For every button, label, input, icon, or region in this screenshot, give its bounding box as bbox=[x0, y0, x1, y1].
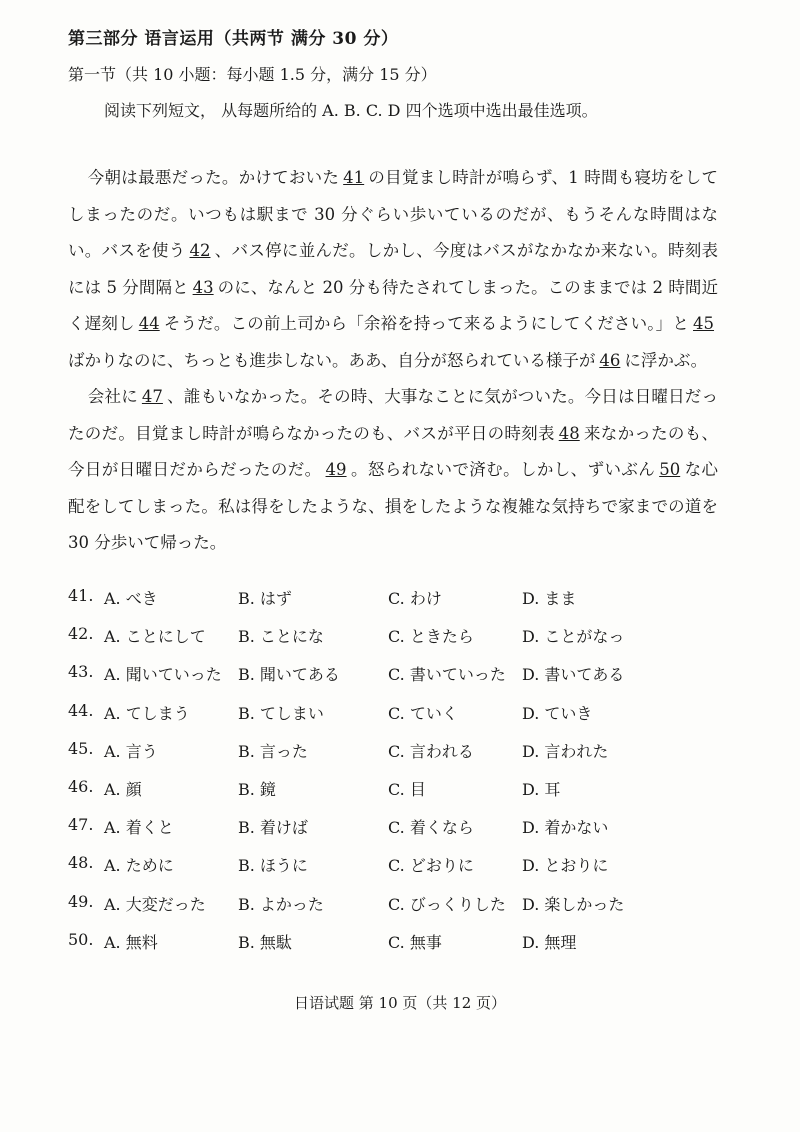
question-row bbox=[68, 654, 728, 692]
option-a: A. ために bbox=[104, 856, 174, 876]
passage-paragraph-2 bbox=[68, 379, 718, 562]
blank-50: 50 bbox=[659, 460, 681, 479]
option-b: B. よかった bbox=[238, 894, 324, 914]
blank-49: 49 bbox=[325, 460, 347, 479]
passage-text: 今朝は最悪だった。かけておいた bbox=[87, 168, 340, 187]
question-row bbox=[68, 616, 728, 654]
option-a: A. 言う bbox=[104, 741, 158, 761]
question-number: 47. bbox=[68, 815, 94, 835]
question-row bbox=[68, 922, 728, 960]
blank-46: 46 bbox=[599, 350, 621, 370]
question-number: 41. bbox=[68, 586, 94, 605]
passage-text: 。怒られないで済む。しかし、ずいぶん bbox=[350, 460, 656, 479]
question-row bbox=[68, 807, 728, 845]
option-b: B. てしまい bbox=[238, 703, 324, 723]
option-a: A. 着くと bbox=[104, 818, 174, 838]
option-c: C. ときたら bbox=[388, 627, 474, 647]
passage-text: に浮かぶ。 bbox=[624, 350, 708, 370]
option-a: A. ことにして bbox=[104, 627, 206, 647]
passage-text: 来なかったのも、今日が日曜日だからだったのだ。 bbox=[68, 423, 719, 479]
option-d: D. 楽しかった bbox=[522, 894, 625, 914]
passage-text: 、バス停に並んだ。しかし、今度はバスがなかなか来ない。時刻表には 5 分間隔と bbox=[68, 241, 719, 297]
option-c: C. 目 bbox=[388, 779, 426, 799]
question-number: 44. bbox=[68, 700, 94, 720]
question-number: 45. bbox=[68, 738, 94, 758]
passage-text: 会社に bbox=[87, 387, 138, 406]
option-b: B. 鏡 bbox=[238, 779, 276, 799]
option-b: B. ほうに bbox=[238, 856, 308, 876]
option-a: A. 大変だった bbox=[104, 894, 206, 914]
page-footer: 日语试题 第 10 页（共 12 页） bbox=[293, 994, 506, 1012]
question-number: 48. bbox=[68, 853, 94, 873]
question-row bbox=[68, 769, 728, 807]
blank-45: 45 bbox=[693, 314, 715, 333]
option-c: C. ていく bbox=[388, 703, 458, 723]
option-d: D. とおりに bbox=[522, 856, 609, 876]
option-d: D. まま bbox=[522, 589, 577, 608]
question-number: 50. bbox=[68, 929, 94, 949]
option-c: C. びっくりした bbox=[388, 894, 506, 914]
passage-text: そうだ。この前上司から「余裕を持って来るようにしてください。」と bbox=[163, 314, 690, 333]
passage-text: 、誰もいなかった。その時、大事なことに気がついた。今日は日曜日だったのだ。目覚まし時計が鳴らなかったのも、バスが平日の時刻表 bbox=[68, 387, 719, 443]
blank-44: 44 bbox=[138, 314, 160, 333]
option-b: B. 着けば bbox=[238, 818, 308, 838]
passage-text: ばかりなのに、ちっとも進歩しない。ああ、自分が怒られている様子が bbox=[68, 350, 596, 370]
option-d: D. 書いてある bbox=[522, 665, 625, 685]
question-row bbox=[68, 845, 728, 883]
reading-passage bbox=[68, 160, 718, 562]
blank-47: 47 bbox=[141, 387, 163, 406]
passage-text: のに、なんと 20 分も待たされてしまった。このままでは 2 時間近く遅刻し bbox=[68, 277, 718, 333]
option-d: D. 着かない bbox=[522, 818, 609, 838]
question-number: 49. bbox=[68, 891, 94, 911]
option-c: C. 無事 bbox=[388, 932, 442, 952]
option-b: B. 言った bbox=[238, 741, 308, 761]
option-c: C. どおりに bbox=[388, 856, 474, 876]
option-a: A. 無料 bbox=[104, 932, 158, 952]
option-c: C. わけ bbox=[388, 589, 442, 608]
section-heading: 第三部分 语言运用（共两节 满分 30 分） bbox=[68, 29, 399, 49]
option-a: A. べき bbox=[104, 589, 158, 608]
blank-42: 42 bbox=[189, 241, 211, 260]
question-row bbox=[68, 884, 728, 922]
passage-text: の目覚まし時計が鳴らず、1 時間も寝坊をしてしまったのだ。いつもは駅まで 30 分ぐらい歩いているのだが、もうそんな時間はない。バスを使う bbox=[68, 168, 718, 260]
blank-48: 48 bbox=[558, 423, 580, 443]
instruction-text: 阅读下列短文， 从每题所给的 A. B. C. D 四个选项中选出最佳选项。 bbox=[104, 101, 598, 120]
blank-43: 43 bbox=[192, 277, 214, 297]
option-d: D. 言われた bbox=[522, 741, 609, 761]
option-c: C. 言われる bbox=[388, 741, 474, 761]
question-number: 46. bbox=[68, 776, 94, 796]
option-b: B. 無駄 bbox=[238, 932, 292, 952]
answer-options bbox=[68, 578, 728, 960]
option-c: C. 書いていった bbox=[388, 665, 506, 685]
blank-41: 41 bbox=[343, 168, 365, 187]
option-b: B. はず bbox=[238, 589, 292, 608]
option-b: B. ことにな bbox=[238, 627, 324, 647]
question-number: 43. bbox=[68, 662, 94, 682]
passage-paragraph-1 bbox=[68, 160, 718, 379]
option-d: D. ていき bbox=[522, 703, 593, 723]
option-c: C. 着くなら bbox=[388, 818, 474, 838]
option-a: A. てしまう bbox=[104, 703, 190, 723]
option-a: A. 聞いていった bbox=[104, 665, 222, 685]
option-d: D. ことがなっ bbox=[522, 627, 625, 647]
question-number: 42. bbox=[68, 624, 94, 644]
option-b: B. 聞いてある bbox=[238, 665, 340, 685]
option-d: D. 耳 bbox=[522, 779, 561, 799]
subsection-heading: 第一节（共 10 小题：每小题 1.5 分，满分 15 分） bbox=[68, 65, 437, 84]
passage-text: な心配をしてしまった。私は得をしたような、損をしたような複雑な気持ちで家までの道を 30 分歩いて帰った。 bbox=[68, 460, 719, 552]
question-row bbox=[68, 693, 728, 731]
option-a: A. 顔 bbox=[104, 779, 142, 799]
question-row bbox=[68, 578, 728, 616]
question-row bbox=[68, 731, 728, 769]
option-d: D. 無理 bbox=[522, 932, 577, 952]
